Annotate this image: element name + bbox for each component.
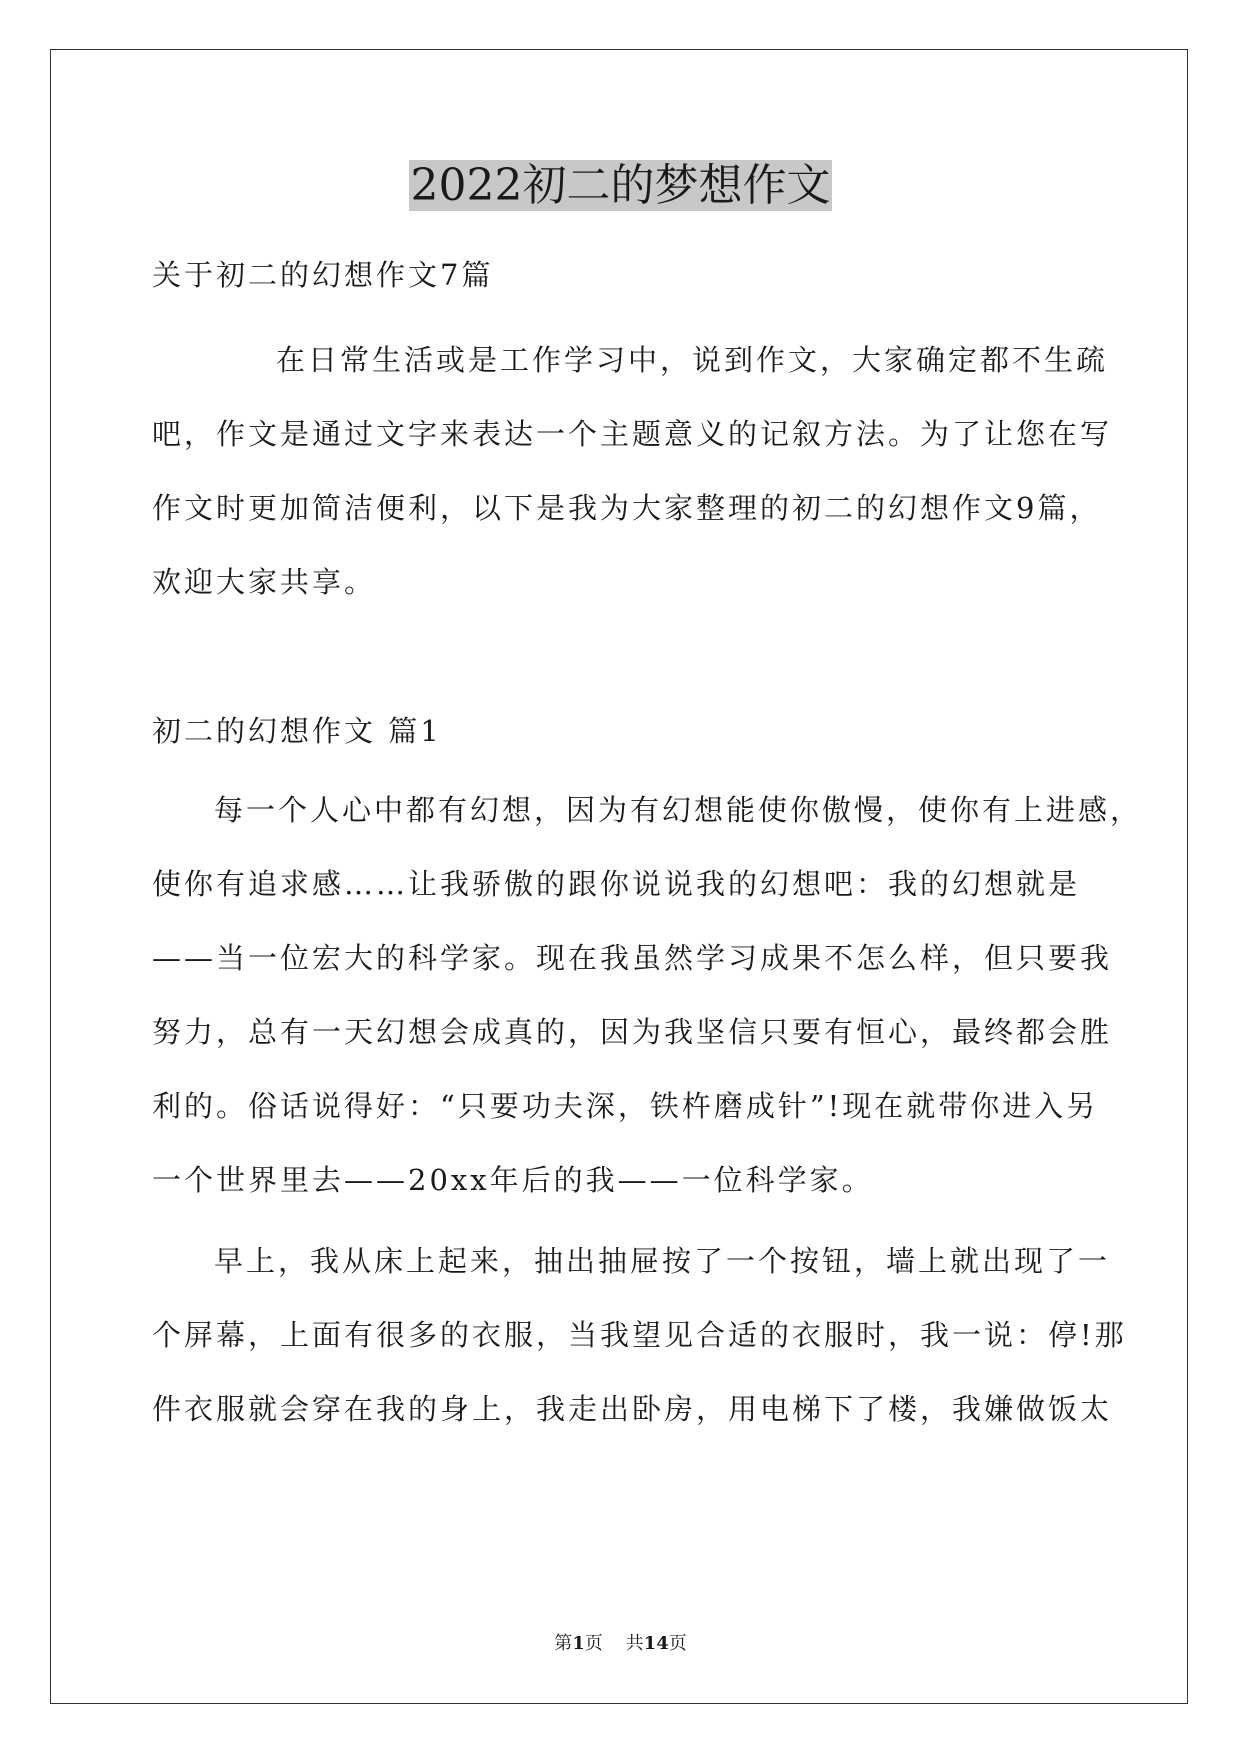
paragraph-line: 利的。俗话说得好：“只要功夫深，铁杵磨成针”!现在就带你进入另: [152, 1089, 1099, 1123]
footer-total-prefix: 共: [625, 1633, 644, 1654]
paragraph-line: ——当一位宏大的科学家。现在我虽然学习成果不怎么样，但只要我: [152, 941, 1113, 975]
subtitle: 关于初二的幻想作文7篇: [152, 258, 494, 292]
footer-total-pages: 14: [643, 1633, 669, 1654]
paragraph-line: 早上，我从床上起来，抽出抽屉按了一个按钮，墙上就出现了一: [214, 1244, 1111, 1278]
page-footer: [0, 1633, 1241, 1655]
paragraph-line: 欢迎大家共享。: [152, 565, 377, 599]
paragraph-line: 在日常生活或是工作学习中，说到作文，大家确定都不生疏: [276, 343, 1109, 377]
footer-prefix: 第: [554, 1633, 573, 1654]
footer-total-unit: 页: [668, 1633, 687, 1654]
paragraph-line: 件衣服就会穿在我的身上，我走出卧房，用电梯下了楼，我嫌做饭太: [152, 1392, 1113, 1426]
document-title: 2022初二的梦想作文: [410, 160, 831, 211]
paragraph-line: 吧，作文是通过文字来表达一个主题意义的记叙方法。为了让您在写: [152, 417, 1113, 451]
paragraph-line: 一个世界里去——20xx年后的我——一位科学家。: [152, 1163, 874, 1197]
paragraph-line: 每一个人心中都有幻想，因为有幻想能使你傲慢，使你有上进感，: [214, 793, 1143, 827]
footer-page-unit: 页: [584, 1633, 603, 1654]
footer-page-number: 1: [572, 1633, 585, 1654]
paragraph-line: 努力，总有一天幻想会成真的，因为我坚信只要有恒心，最终都会胜: [152, 1015, 1113, 1049]
document-title-wrap: [0, 158, 1241, 214]
section-heading: 初二的幻想作文 篇1: [152, 714, 442, 748]
paragraph-line: 使你有追求感……让我骄傲的跟你说说我的幻想吧：我的幻想就是: [152, 867, 1081, 901]
paragraph-line: 作文时更加简洁便利，以下是我为大家整理的初二的幻想作文9篇，: [152, 491, 1102, 525]
paragraph-line: 个屏幕，上面有很多的衣服，当我望见合适的衣服时，我一说：停!那: [152, 1318, 1127, 1352]
